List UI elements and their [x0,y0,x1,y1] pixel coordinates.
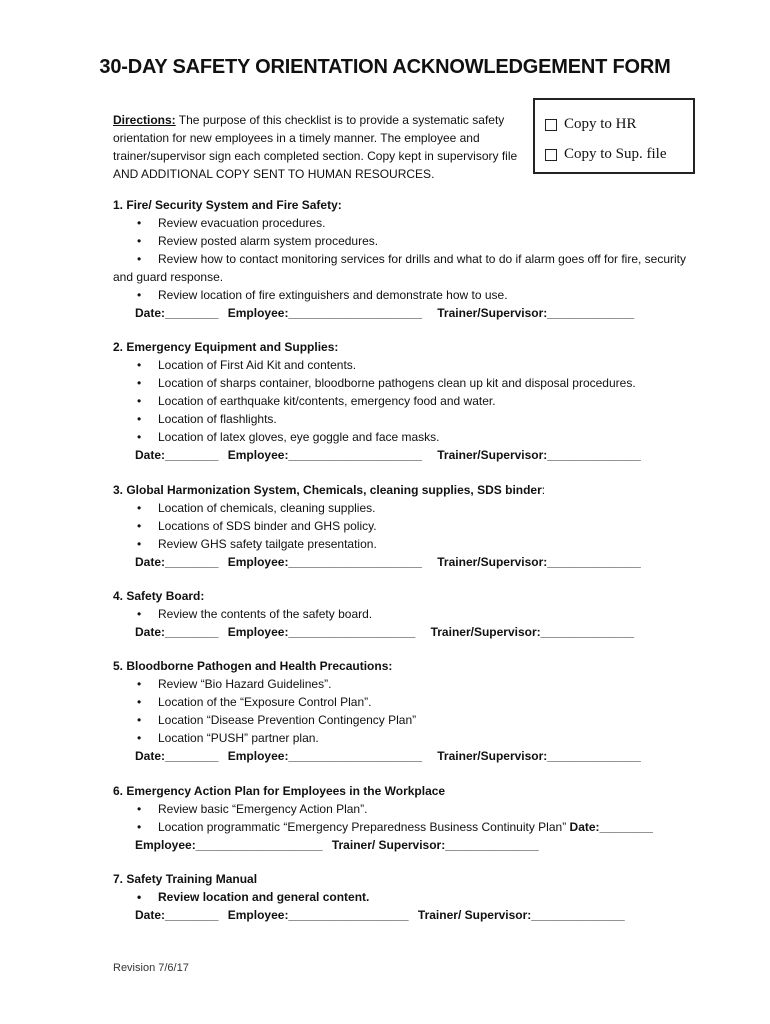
trainer-supervisor-field[interactable]: Trainer/Supervisor:______________ [437,749,641,763]
section-emergency-action-plan [113,782,693,854]
section-title-suffix: : [541,483,546,497]
employee-field[interactable]: Employee:____________________ [227,448,422,462]
list-item: • Location of latex gloves, eye goggle and face masks. [113,428,693,446]
list-item: • Review GHS safety tailgate presentation. [113,535,693,553]
date-field[interactable]: Date:________ [135,625,219,639]
list-item [113,818,693,836]
section-title-text: 3. Global Harmonization System, Chemicals, cleaning supplies, SDS binder [113,483,542,497]
section-bloodborne-pathogen [113,657,693,765]
list-item: • Review location of fire extinguishers and demonstrate how to use. [113,286,693,304]
list-item: • Review how to contact monitoring services for drills and what to do if alarm goes off for fire, security and guard response. [113,250,693,286]
section-title: 5. Bloodborne Pathogen and Health Precautions: [113,659,393,673]
signature-line [113,836,693,854]
copy-to-sup-option[interactable] [545,146,667,163]
employee-field[interactable]: Employee:___________________ [135,838,323,852]
signature-line [113,304,693,322]
section-title: 7. Safety Training Manual [113,872,258,886]
section-safety-training-manual [113,870,693,924]
list-item: • Location of sharps container, bloodborne pathogens clean up kit and disposal procedures. [113,374,693,392]
date-field[interactable]: Date:________ [135,306,219,320]
list-item: • Review basic “Emergency Action Plan”. [113,800,693,818]
list-item: • Location of the “Exposure Control Plan”. [113,693,693,711]
employee-field[interactable]: Employee:___________________ [227,625,416,639]
list-item-text: Location programmatic “Emergency Preparedness Business Continuity Plan” [158,820,567,834]
list-item: • Location “Disease Prevention Contingency Plan” [113,711,693,729]
section-title: 6. Emergency Action Plan for Employees in the Workplace [113,784,446,798]
trainer-supervisor-field[interactable]: Trainer/Supervisor:______________ [437,448,641,462]
list-item: • Review evacuation procedures. [113,214,693,232]
section-title: 4. Safety Board: [113,589,205,603]
section-ghs-chemicals [113,481,693,571]
employee-field[interactable]: Employee:____________________ [227,555,422,569]
directions [113,111,531,183]
list-item: • Review the contents of the safety board. [113,605,693,623]
list-item: • Review posted alarm system procedures. [113,232,693,250]
directions-label: Directions: [113,113,176,127]
list-item: • Location of earthquake kit/contents, emergency food and water. [113,392,693,410]
list-item: • Locations of SDS binder and GHS policy. [113,517,693,535]
list-item: • Location “PUSH” partner plan. [113,729,693,747]
revision-note: Revision 7/6/17 [113,962,189,974]
date-field[interactable]: Date:________ [135,448,219,462]
signature-line [113,446,693,464]
section-emergency-equipment [113,338,693,464]
trainer-supervisor-field[interactable]: Trainer/Supervisor:_____________ [437,306,635,320]
list-item: • Location of First Aid Kit and contents. [113,356,693,374]
list-item: • Location of chemicals, cleaning supplies. [113,499,693,517]
copy-to-hr-label: Copy to HR [564,116,637,132]
trainer-supervisor-field[interactable]: Trainer/Supervisor:______________ [437,555,641,569]
directions-text: The purpose of this checklist is to provide a systematic safety orientation for new employees in a timely manner. The employee and trainer/supervisor sign each completed section. Copy kept in supervisory file AND ADDITIONAL COPY SENT TO HUMAN RESOURCES. [113,113,518,181]
employee-field[interactable]: Employee:____________________ [227,306,422,320]
section-title: 2. Emergency Equipment and Supplies: [113,340,339,354]
signature-line [113,553,693,571]
trainer-supervisor-field[interactable]: Trainer/ Supervisor:______________ [417,908,625,922]
date-field[interactable]: Date:________ [135,555,219,569]
section-title [113,481,693,499]
signature-line [113,906,693,924]
copy-to-sup-label: Copy to Sup. file [564,146,667,162]
trainer-supervisor-field[interactable]: Trainer/Supervisor:______________ [430,625,635,639]
list-item: • Location of flashlights. [113,410,693,428]
date-field[interactable]: Date:________ [135,749,219,763]
section-safety-board [113,587,693,641]
signature-line [113,623,693,641]
list-item: • Review “Bio Hazard Guidelines”. [113,675,693,693]
copy-to-hr-option[interactable] [545,116,637,133]
section-fire-security [113,196,693,322]
list-item: • Review location and general content. [113,888,693,906]
employee-field[interactable]: Employee:__________________ [227,908,409,922]
copy-distribution-box [533,98,695,174]
page-title: 30-DAY SAFETY ORIENTATION ACKNOWLEDGEMENT FORM [99,56,671,78]
signature-line [113,747,693,765]
copy-to-sup-checkbox[interactable] [545,149,557,161]
trainer-supervisor-field[interactable]: Trainer/ Supervisor:______________ [331,838,539,852]
date-field[interactable]: Date:________ [569,820,653,834]
copy-to-hr-checkbox[interactable] [545,119,557,131]
section-title: 1. Fire/ Security System and Fire Safety: [113,198,342,212]
employee-field[interactable]: Employee:____________________ [227,749,422,763]
date-field[interactable]: Date:________ [135,908,219,922]
